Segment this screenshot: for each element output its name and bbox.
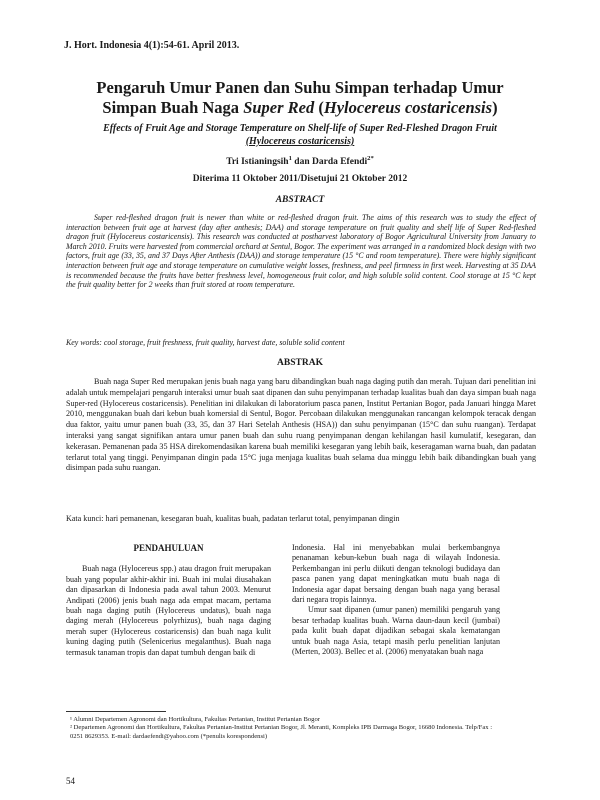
keywords-english: Key words: cool storage, fruit freshness, fruit quality, harvest date, soluble solid content <box>66 338 345 347</box>
keywords-indonesian: Kata kunci: hari pemanenan, kesegaran buah, kualitas buah, padatan terlarut total, penyimpanan dingin <box>66 514 400 523</box>
intro-right-column <box>292 543 500 657</box>
author-2-affiliation: 2* <box>367 155 374 162</box>
english-title <box>40 122 560 148</box>
authors <box>40 155 560 167</box>
journal-reference: J. Hort. Indonesia 4(1):54-61. April 2013. <box>64 40 240 51</box>
abstrak-text: Buah naga Super Red merupakan jenis buah naga yang baru dibandingkan buah naga daging putih dan merah. Tujuan dari penelitian ini adalah untuk mempelajari pengaruh interaksi umur buah saat dipanen dan suhu penyimpanan terhadap kualitas buah dan daya simpan buah naga Super-red (Hylocereus costaricensis). Penelitian ini dilakukan di laboratorium pasca panen, Institut Pertanian Bogor, pada Januari hingga Maret 2010, menggunakan buah dari kebun buah komersial di Sentul, Bogor. Percobaan dilakukan menggunakan rancangan kelompok teracak dengan dua faktor, yaitu umur panen buah (33, 35, dan 37 Hari Setelah Anthesis (HSA)) dan suhu penyimpanan (15°C dan suhu ruangan). Terdapat interaksi yang sangat signifikan antara umur panen buah dan suhu ruang penyimpanan dengan kehilangan hasil kumulatif, kesegaran, dan kekerasan. Pemanenan pada 35 HSA direkomendasikan karena buah memiliki kesegaran yang lebih baik, keseragaman warna buah, dan padatan terlarut total yang tinggi. Penyimpanan dingin pada 15°C juga menjaga kualitas buah selama dua minggu lebih baik dibandingkan buah yang disimpan pada suhu ruangan. <box>66 377 536 473</box>
footnote-2: ² Departemen Agronomi dan Hortikultura, Fakultas Pertanian-Institut Pertanian Bogor, Jl. Meranti, Kompleks IPB Darmaga Bogor, 16680 Indonesia. Telp/Fax : 0251 8629353. E-mail: dardaefendi@yahoo.com (*penulis korespondensi) <box>70 724 493 740</box>
title-line-2-c: ( <box>314 98 324 117</box>
title-line-1: Pengaruh Umur Panen dan Suhu Simpan terhadap Umur <box>96 78 504 97</box>
author-1-affiliation: 1 <box>288 155 292 162</box>
intro-left-column <box>66 543 271 658</box>
title-super-red: Super Red <box>243 98 315 117</box>
english-title-line-1: Effects of Fruit Age and Storage Temperature on Shelf-life of Super Red-Fleshed Dragon Fruit <box>103 123 497 134</box>
received-accepted-dates: Diterima 11 Oktober 2011/Disetujui 21 Oktober 2012 <box>192 174 408 184</box>
english-title-line-2: (Hylocereus costaricensis) <box>245 136 355 147</box>
footnote-divider <box>66 711 166 712</box>
title-line-2 <box>40 98 560 118</box>
page-number: 54 <box>66 776 75 786</box>
footnote-1: ¹ Alumni Departemen Agronomi dan Hortikultura, Fakultas Pertanian, Institut Pertanian Bogor <box>70 716 320 723</box>
abstract-heading: ABSTRACT <box>275 195 325 205</box>
author-2: dan Darda Efendi <box>291 157 368 168</box>
intro-paragraph-2: Indonesia. Hal ini menyebabkan mulai berkembangnya penanaman kebun-kebun buah naga di wilayah Indonesia. Perkembangan ini perlu diikuti dengan teknologi budidaya dan pasca panen yang dapat meningkatkan mutu buah naga di Indonesia agar dapat bersaing dengan buah naga yang berasal dari negara tropis lainnya. <box>292 543 500 605</box>
abstrak-heading: ABSTRAK <box>277 358 323 368</box>
intro-paragraph-3: Umur saat dipanen (umur panen) memiliki pengaruh yang besar terhadap kualitas buah. Warna daun-daun kecil (jumbai) pada kulit buah dapat dijadikan sebagai skala kematangan untuk buah naga Asia, tetapi masih perlu penelitian lanjutan (Merten, 2003). Bellec et al. (2006) menyatakan buah naga <box>292 605 500 657</box>
abstract-text: Super red-fleshed dragon fruit is newer than white or red-fleshed dragon fruit. The aims of this research was to study the effect of interaction between fruit age at harvest (day after anthesis; DAA) and storage temperature on fruit quality and shelf life of Super Red-fleshed dragon fruit (Hylocereus costaricensis). This research was conducted at postharvest laboratory of Bogor Agricultural University from January to March 2010. Fruits were harvested from commercial orchard at Sentul, Bogor. The experiment was arranged in a randomized block design with two factors, fruit age (33, 35, and 37 Days After Anthesis (DAA)) and storage temperature (15 °C and room temperature). There were highly significant interaction between fruit age and storage temperature on cumulative weight losses, freshness, and peel firmness in first week. Harvesting at 35 DAA is recommended because the fruits have better freshness level, homogeneous fruit color, and high soluble solid content. Cool storage at 15 °C kept the fruit quality better for 2 weeks than fruit stored at room temperature. <box>66 213 536 290</box>
footnotes <box>66 716 506 741</box>
title-line-2-e: ) <box>492 98 498 117</box>
intro-paragraph-1: Buah naga (Hylocereus spp.) atau dragon fruit merupakan buah yang popular akhir-akhir ini. Buah ini mulai diusahakan dan dipasarkan di Indonesia pada awal tahun 2003. Menurut Andipati (2006) jenis buah naga ada empat macam, pertama buah naga daging putih (Hylocereus undatus), buah naga daging merah (Hylocereus polyrhizus), buah naga daging merah super (Hylocereus costaricensis) dan buah naga kulit kuning daging putih (Selenicerius megalanthus). Buah naga termasuk tanaman tropis dan dapat tumbuh dengan baik di <box>66 564 271 657</box>
section-heading-pendahuluan: PENDAHULUAN <box>133 543 204 553</box>
title-species: Hylocereus costaricensis <box>323 98 493 117</box>
paper-title <box>40 78 560 118</box>
author-1: Tri Istianingsih <box>226 157 289 168</box>
title-line-2-a: Simpan Buah Naga <box>102 98 244 117</box>
